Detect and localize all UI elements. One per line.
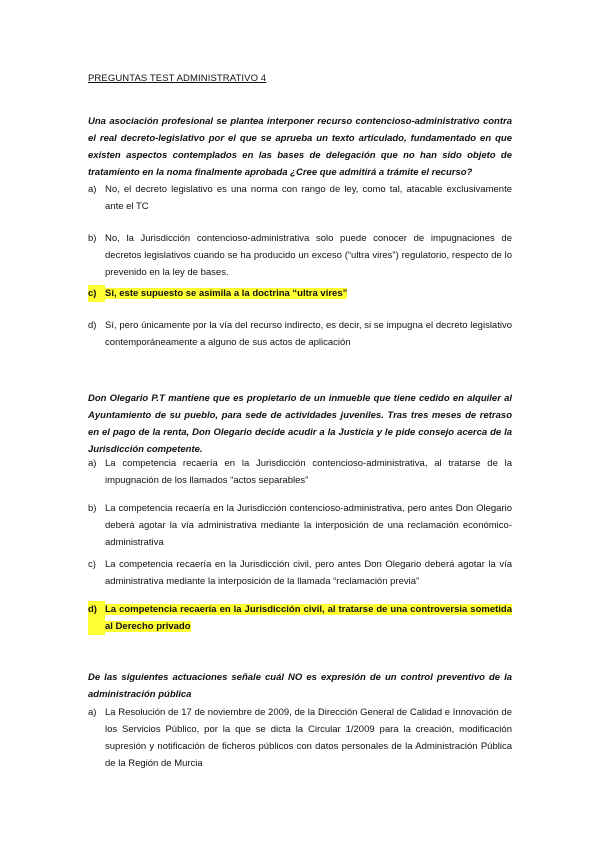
answer-text-wrapper xyxy=(105,285,512,302)
answer-text: Sí, este supuesto se asimila a la doctrina “ultra vires” xyxy=(105,288,348,299)
question-2-answer-b xyxy=(88,500,512,551)
answer-text: Sí, pero únicamente por la vía del recurso indirecto, es decir, si se impugna el decreto legislativo contemporáneamente a alguno de sus actos de aplicación xyxy=(105,320,512,348)
answer-letter: c) xyxy=(88,559,96,570)
question-2-answer-d-correct xyxy=(88,601,512,635)
answer-letter: a) xyxy=(88,707,97,718)
answer-letter: d) xyxy=(88,320,97,331)
question-3-text: De las siguientes actuaciones señale cuál NO es expresión de un control preventivo de la administración pública xyxy=(88,672,512,700)
answer-text: La competencia recaería en la Jurisdicción civil, pero antes Don Olegario deberá agotar la vía administrativa mediante la interposición de la llamada “reclamación previa” xyxy=(105,559,512,587)
question-2-answer-a xyxy=(88,455,512,489)
answer-text: La competencia recaería en la Jurisdicción contencioso-administrativa, al tratarse de la impugnación de los llamados “actos separables” xyxy=(105,458,512,486)
answer-text: La Resolución de 17 de noviembre de 2009, de la Dirección General de Calidad e Innovación de los Servicios Público, por la que se dicta la Circular 1/2009 para la creación, modificación supresión y notificación de ficheros públicos con datos personales de la Administración Pública de la Región de Murcia xyxy=(105,707,512,769)
answer-letter: b) xyxy=(88,503,97,514)
answer-letter: a) xyxy=(88,184,97,195)
answer-letter: b) xyxy=(88,233,97,244)
question-2-answer-c xyxy=(88,556,512,590)
answer-text: No, la Jurisdicción contencioso-administrativa solo puede conocer de impugnaciones de decretos legislativos cuando se ha producido un exceso (“ultra vires”) regulatorio, respecto de lo prevenido en la ley de bases. xyxy=(105,233,512,278)
answer-text-wrapper xyxy=(105,601,512,635)
answer-letter: d) xyxy=(88,601,105,635)
answer-text: La competencia recaería en la Jurisdicción contencioso-administrativa, pero antes Don Olegario deberá agotar la vía administrativa mediante la interposición de una reclamación económico-administrativa xyxy=(105,503,512,548)
question-1-answer-c-correct xyxy=(88,285,512,302)
question-2-text: Don Olegario P.T mantiene que es propietario de un inmueble que tiene cedido en alquiler al Ayuntamiento de su pueblo, para sede de actividades juveniles. Tras tres meses de retraso en el pago de la renta, Don Olegario decide acudir a la Justicia y le pide consejo acerca de la Jurisdicción competente. xyxy=(88,393,512,455)
document-title: PREGUNTAS TEST ADMINISTRATIVO 4 xyxy=(88,73,267,84)
answer-letter: a) xyxy=(88,458,97,469)
answer-letter: c) xyxy=(88,285,105,302)
question-3-answer-a xyxy=(88,704,512,772)
question-1-answer-d xyxy=(88,317,512,351)
answer-text: No, el decreto legislativo es una norma con rango de ley, como tal, atacable exclusivamente ante el TC xyxy=(105,184,512,212)
question-1-text: Una asociación profesional se plantea interponer recurso contencioso-administrativo contra el real decreto-legislativo por el que se aprueba un texto articulado, fundamentado en que existen aspectos contemplados en las bases de delegación que no han sido objeto de tratamiento en la noma finalmente aprobada ¿Cree que admitirá a trámite el recurso? xyxy=(88,116,512,178)
question-1-answer-b xyxy=(88,230,512,281)
question-1-answer-a xyxy=(88,181,512,215)
answer-text: La competencia recaería en la Jurisdicción civil, al tratarse de una controversia sometida al Derecho privado xyxy=(105,604,512,632)
